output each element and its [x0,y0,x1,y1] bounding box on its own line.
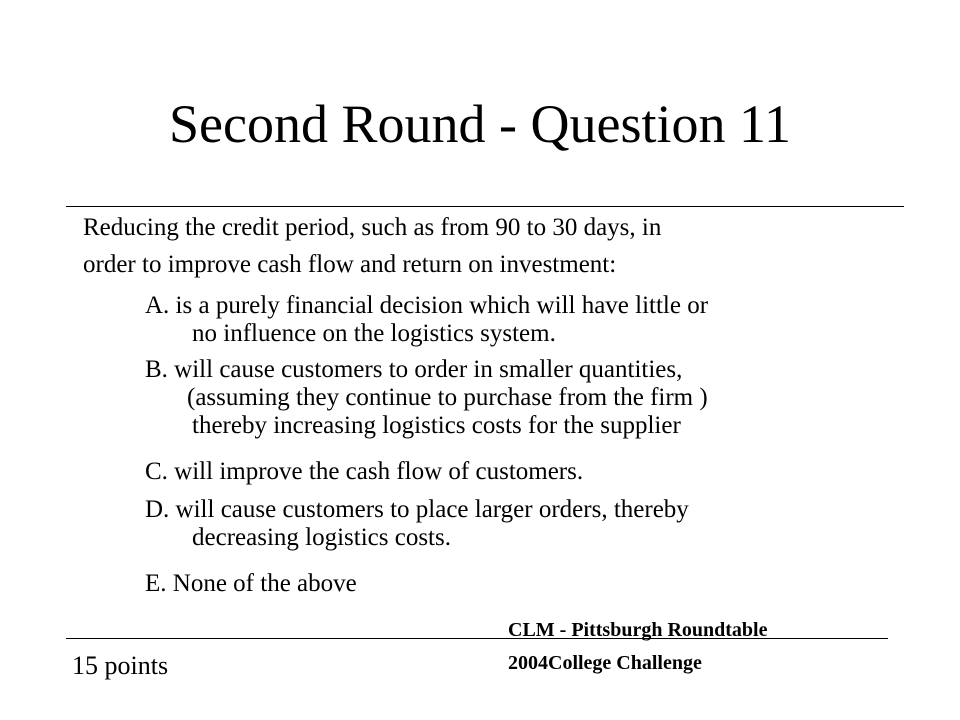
question-text [83,209,903,283]
option-d-line-1: D. will cause customers to place larger orders, thereby [145,496,689,523]
option-d-line-2: decreasing logistics costs. [192,524,451,551]
option-e-line-1: E. None of the above [145,570,357,597]
bottom-divider-left [66,638,508,639]
option-c-line-1: C. will improve the cash flow of customers. [145,458,584,485]
option-b-line-3: thereby increasing logistics costs for the supplier [192,412,681,439]
option-b-line-1: B. will cause customers to order in smaller quantities, [145,356,683,383]
top-divider [66,206,904,207]
answer-option-d [145,496,905,552]
bottom-divider-right [508,638,888,639]
footer-organization: CLM - Pittsburgh Roundtable [508,619,768,641]
answer-option-a [145,292,905,348]
option-a-line-2: no influence on the logistics system. [192,320,556,347]
option-a-line-1: A. is a purely financial decision which will have little or [145,292,709,319]
question-line-2: order to improve cash flow and return on investment: [83,251,617,278]
answer-option-e [145,570,905,598]
points-label: 15 points [72,651,169,680]
footer-event: 2004College Challenge [508,652,702,674]
option-b-line-2: (assuming they continue to purchase from the firm ) [187,384,708,411]
question-line-1: Reducing the credit period, such as from 90 to 30 days, in [83,214,662,241]
answer-option-b [145,356,905,440]
slide-title: Second Round - Question 11 [169,94,791,154]
answer-option-c [145,458,905,486]
